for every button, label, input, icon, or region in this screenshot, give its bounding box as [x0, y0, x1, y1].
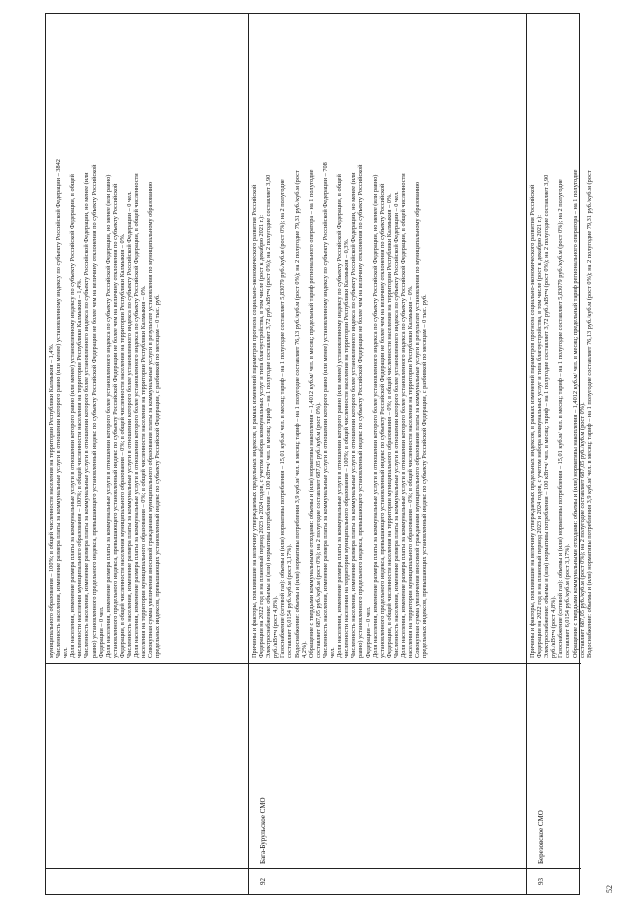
- text-line: Совокупная сумма увеличения вносимой гражданами муниципального образования платы за коммунальные услуги в результате установления по муниципальному образованию: [147, 181, 155, 658]
- row-number: 92: [259, 878, 267, 885]
- text-line: Федерации – 0 чел.: [364, 606, 372, 658]
- text-line: равно) установленного предельного индекса, превышающего установленный индекс по субъекту Российской Федерации не более чем на величину отклонения по субъекту Российской: [90, 164, 98, 658]
- text-line: составляет 6,0154 руб./куб.м (рост 3,17%).: [564, 543, 572, 658]
- text-line: Численность населения, изменение размера платы за коммунальные услуги в отношении которого более установленного индекса по субъекту Российской Федерации, но менее (или: [350, 172, 358, 658]
- row-text: [251, 20, 524, 658]
- column-divider: [249, 868, 526, 869]
- text-line: численности населения на территории муниципального образования – 100%; в общей численности населения на территории Республики Калмыкия – 0,3%.: [343, 238, 351, 658]
- text-line: Численность населения, изменение размера платы за коммунальные услуги в отношении которого равно (или менее) установленному индексу по субъекту Российской Федерации – 708: [321, 162, 329, 658]
- column-divider: [527, 868, 581, 869]
- text-line: Доля населения, изменение размера платы за коммунальные услуги в отношении которого равно (или менее) установленному индексу по субъекту Российской Федерации, в общей: [69, 174, 77, 658]
- text-line: установленного предельного индекса, превышающего установленный индекс по субъекту Российской Федерации не более чем на величину отклонения по субъекту Российской: [378, 183, 386, 658]
- table-row: [248, 14, 526, 894]
- table-row: [46, 14, 248, 894]
- text-line: равно) установленного предельного индекса, превышающего установленный индекс по субъекту Российской Федерации не более чем на величину отклонения по субъекту Российской: [357, 164, 365, 658]
- text-line: чел.: [62, 647, 70, 658]
- index-table: [45, 13, 593, 895]
- text-line: населения на территории муниципального образования – 0%; в общей численности населения на территории Республики Калмыкия – 0%.: [140, 285, 148, 658]
- text-line: Водоснабжение: объемы и (или) нормативы потребления 3,9 куб.м/ чел. в месяц; тариф – на 1 полугодие составляет 76,13 руб./куб.м (рост 0%); на 2 полугодие 79,31 руб./куб.м (рост: [293, 170, 301, 658]
- text-line: Электроснабжение: объемы и (или) нормативы потребления – 100 кВт•ч/ чел. в месяц; тариф – на 1 полугодие составляет 3,72 руб./кВт•ч (рост 0%); на 2 полугодие составляет 3,90: [543, 174, 551, 658]
- text-line: установленного предельного индекса, превышающего установленный индекс по субъекту Российской Федерации не более чем на величину отклонения по субъекту Российской: [111, 183, 119, 658]
- text-line: населения на территории муниципального образования – 0%; в общей численности населения на территории Республики Калмыкия – 0%.: [407, 285, 415, 658]
- text-line: Электроснабжение: объемы и (или) нормативы потребления – 100 кВт•ч/ чел. в месяц; тариф – на 1 полугодие составляет 3,72 руб./кВт•ч (рост 0%); на 2 полугодие составляет 3,90: [265, 174, 273, 658]
- text-line: Федерации – 0 чел.: [97, 606, 105, 658]
- text-line: Федерации, в общей численности населения на территории муниципального образования – 0%; в общей численности населения на территории Республики Калмыкия – 0%.: [385, 193, 393, 658]
- municipality-name: Березовское СМО: [537, 810, 545, 864]
- text-line: предельных индексов, превышающих установленный индекс по субъекту Российской Федерации, с разбивкой по месяцам – 0 тыс. руб.: [154, 294, 162, 658]
- text-line: Доля населения, изменение размера платы за коммунальные услуги в отношении которого равно (или менее) установленному индексу по субъекту Российской Федерации, в общей: [336, 174, 344, 658]
- text-line: муниципального образования – 100%; в общей численности населения на территории Республики Калмыкия – 1,4%.: [48, 343, 55, 658]
- table-row: [526, 14, 593, 894]
- text-line: предельных индексов, превышающих установленный индекс по субъекту Российской Федерации, с разбивкой по месяцам – 0 тыс. руб.: [421, 294, 429, 658]
- text-line: Численность населения, изменение размера платы за коммунальные услуги в отношении которого более установленного индекса по субъекту Российской Федерации – 0 чел.: [392, 191, 400, 658]
- row-text: [529, 20, 593, 658]
- text-line: Причины и факторы, повлиявшие на величину утверждаемых предельных индексов, в рамках изменений параметров прогноза социально-экономического развития Российской: [529, 184, 536, 658]
- text-line: Доля населения, изменение размера платы за коммунальные услуги в отношении которого более установленного индекса по субъекту Российской Федерации, но менее (или равно): [371, 174, 379, 658]
- text-line: 4,2%).: [300, 641, 308, 658]
- text-line: чел.: [329, 647, 337, 658]
- column-divider: [46, 868, 248, 869]
- municipality-name: Бага-Бурульское СМО: [259, 797, 267, 864]
- text-line: руб./кВт•ч (рост 4,8%).: [550, 595, 558, 658]
- text-line: Совокупная сумма увеличения вносимой гражданами муниципального образования платы за коммунальные услуги в результате установления по муниципальному образованию: [414, 181, 422, 658]
- text-line: Численность населения, изменение размера платы за коммунальные услуги в отношении которого равно (или менее) установленному индексу по субъекту Российской Федерации – 3842: [55, 159, 63, 658]
- column-divider: [46, 663, 248, 664]
- text-line: Федерации на 2022 год и на плановый период 2023 и 2024 годов, с учетом набора коммунальных услуг и типа благоустройства, в том числе (рост к декабрю 2021 г.):: [536, 215, 544, 658]
- row-text: [48, 20, 246, 658]
- text-line: составляет 6,0154 руб./куб.м (рост 3,17%).: [286, 543, 294, 658]
- row-number: 93: [537, 878, 545, 885]
- text-line: численности населения муниципального образования – 100%; в общей численности населения на территории Республики Калмыкия – 1,4%.: [76, 278, 84, 658]
- text-line: Обращение с твердыми коммунальными отходами: объемы и (или) нормативы накопления – 1,4012 куб.м/ чел. в месяц; предельный тариф регионального оператора – на 1 полугодие: [307, 169, 315, 658]
- text-line: Обращение с твердыми коммунальными отходами: объемы и (или) нормативы накопления – 1,4012 куб.м/ чел. в месяц; предельный тариф регионального оператора – на 1 полугодие: [571, 169, 579, 658]
- text-line: составляет 687,05 руб./куб.м (рост 0%); на 2 полугодие составляет 687,05 руб./куб.м (рост 0%).: [314, 402, 322, 658]
- text-line: Газоснабжение (сетевой газ): объемы и (или) нормативы потребления – 15,01 куб.м/ чел. в месяц; тариф – на 1 полугодие составляет 5,83079 руб./куб.м (рост 0%); на 2 полугодие: [557, 179, 565, 658]
- column-divider: [249, 663, 526, 664]
- text-line: Федерации, в общей численности населения муниципального образования – 0%; в общей численности населения на территории Республики Калмыкия – 0%.: [118, 233, 126, 658]
- text-line: составляет 687,05 руб./куб.м (рост 0%); на 2 полугодие составляет 687,05 руб./куб.м (рост 0%).: [578, 402, 586, 658]
- text-line: Численность населения, изменение размера платы за коммунальные услуги в отношении которого более установленного индекса по субъекту Российской Федерации, но менее (или: [83, 172, 91, 658]
- page-number: 52: [605, 885, 614, 893]
- text-line: Доля населения, изменение размера платы за коммунальные услуги в отношении которого более установленного индекса по субъекту Российской Федерации, но менее (или равно): [104, 174, 112, 658]
- text-line: Доля населения, изменение размера платы за коммунальные услуги в отношении которого более установленного индекса по субъекту Российской Федерации, в общей численности: [399, 173, 407, 658]
- column-divider: [527, 663, 581, 664]
- text-line: Численность населения, изменение размера платы за коммунальные услуги в отношении которого более установленного индекса по субъекту Российской Федерации – 0 чел.: [126, 191, 134, 658]
- text-line: Газоснабжение (сетевой газ): объемы и (или) нормативы потребления – 15,01 куб.м/ чел. в месяц; тариф – на 1 полугодие составляет 5,83079 руб./куб.м (рост 0%); на 2 полугодие: [279, 179, 287, 658]
- text-line: Федерации на 2022 год и на плановый период 2023 и 2024 годов, с учетом набора коммунальных услуг и типа благоустройства, в том числе (рост к декабрю 2021 г.):: [258, 215, 266, 658]
- text-line: Водоснабжение: объемы и (или) нормативы потребления 3,9 куб.м/ чел. в месяц; тариф – на 1 полугодие составляет 76,13 руб./куб.м (рост 0%); на 2 полугодие 79,31 руб./куб.м (рост: [585, 170, 593, 658]
- text-line: руб./кВт•ч (рост 4,8%).: [272, 595, 280, 658]
- text-line: Причины и факторы, повлиявшие на величину утверждаемых предельных индексов, в рамках изменений параметров прогноза социально-экономического развития Российской: [251, 184, 258, 658]
- text-line: Доля населения, изменение размера платы за коммунальные услуги в отношении которого более установленного индекса по субъекту Российской Федерации, в общей численности: [133, 173, 141, 658]
